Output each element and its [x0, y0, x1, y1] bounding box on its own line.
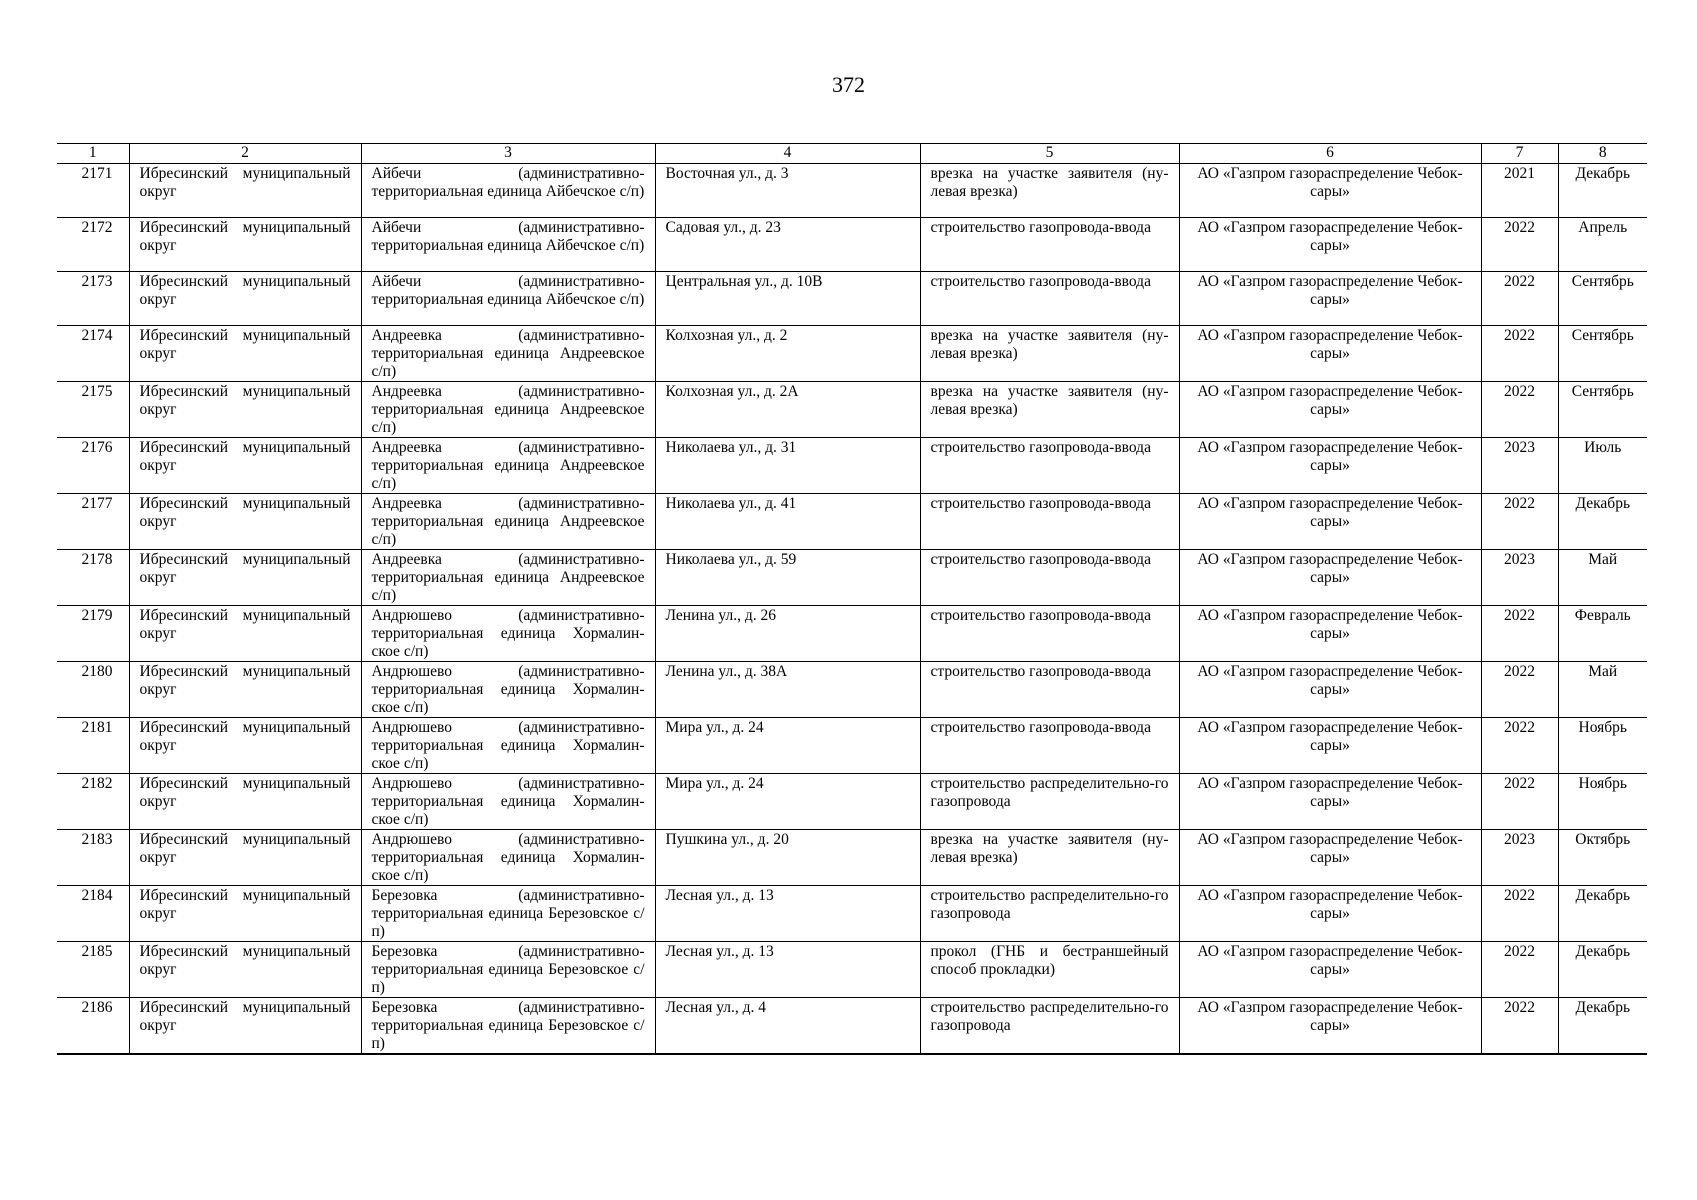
organization-cell: АО «Газпром газораспределение Чебок-сары»	[1179, 830, 1481, 886]
settlement-cell: Андрюшево (административно-территориальная единица Хормалин-ское с/п)	[361, 718, 655, 774]
month-cell: Ноябрь	[1558, 774, 1647, 830]
address-cell: Лесная ул., д. 13	[655, 886, 920, 942]
address-cell: Лесная ул., д. 13	[655, 942, 920, 998]
organization-cell: АО «Газпром газораспределение Чебок-сары»	[1179, 164, 1481, 218]
month-cell: Июль	[1558, 438, 1647, 494]
row-number: 2185	[57, 942, 129, 998]
table-row	[57, 998, 1647, 1055]
row-number: 2176	[57, 438, 129, 494]
month-cell: Сентябрь	[1558, 272, 1647, 326]
work-type-cell: строительство газопровода-ввода	[920, 218, 1179, 272]
month-cell: Декабрь	[1558, 998, 1647, 1055]
column-header: 7	[1481, 144, 1558, 164]
address-cell: Ленина ул., д. 38А	[655, 662, 920, 718]
year-cell: 2022	[1481, 942, 1558, 998]
year-cell: 2021	[1481, 164, 1558, 218]
column-number-row	[57, 144, 1647, 164]
address-cell: Колхозная ул., д. 2	[655, 326, 920, 382]
organization-cell: АО «Газпром газораспределение Чебок-сары»	[1179, 494, 1481, 550]
column-header: 4	[655, 144, 920, 164]
district-cell: Ибресинский муниципальный округ	[129, 382, 361, 438]
row-number: 2173	[57, 272, 129, 326]
district-cell: Ибресинский муниципальный округ	[129, 998, 361, 1055]
settlement-cell: Андреевка (административно-территориальная единица Андреевское с/п)	[361, 438, 655, 494]
settlement-cell: Березовка (административно-территориальная единица Березовское с/п)	[361, 998, 655, 1055]
district-cell: Ибресинский муниципальный округ	[129, 326, 361, 382]
table-row	[57, 830, 1647, 886]
address-cell: Мира ул., д. 24	[655, 718, 920, 774]
settlement-cell: Андреевка (административно-территориальная единица Андреевское с/п)	[361, 494, 655, 550]
address-cell: Николаева ул., д. 41	[655, 494, 920, 550]
table-row	[57, 438, 1647, 494]
district-cell: Ибресинский муниципальный округ	[129, 218, 361, 272]
year-cell: 2022	[1481, 494, 1558, 550]
row-number: 2178	[57, 550, 129, 606]
address-cell: Николаева ул., д. 59	[655, 550, 920, 606]
gasification-table	[57, 143, 1647, 1055]
settlement-cell: Айбечи (административно-территориальная единица Айбечское с/п)	[361, 218, 655, 272]
row-number: 2184	[57, 886, 129, 942]
table-row	[57, 662, 1647, 718]
work-type-cell: строительство газопровода-ввода	[920, 438, 1179, 494]
year-cell: 2023	[1481, 550, 1558, 606]
row-number: 2175	[57, 382, 129, 438]
settlement-cell: Андрюшево (административно-территориальная единица Хормалин-ское с/п)	[361, 662, 655, 718]
month-cell: Декабрь	[1558, 164, 1647, 218]
district-cell: Ибресинский муниципальный округ	[129, 272, 361, 326]
organization-cell: АО «Газпром газораспределение Чебок-сары»	[1179, 606, 1481, 662]
table-row	[57, 606, 1647, 662]
row-number: 2182	[57, 774, 129, 830]
work-type-cell: строительство газопровода-ввода	[920, 718, 1179, 774]
table-row	[57, 942, 1647, 998]
organization-cell: АО «Газпром газораспределение Чебок-сары»	[1179, 272, 1481, 326]
month-cell: Сентябрь	[1558, 326, 1647, 382]
table-row	[57, 718, 1647, 774]
row-number: 2179	[57, 606, 129, 662]
page-number: 372	[832, 72, 865, 97]
work-type-cell: строительство газопровода-ввода	[920, 494, 1179, 550]
settlement-cell: Андреевка (административно-территориальная единица Андреевское с/п)	[361, 382, 655, 438]
column-header: 8	[1558, 144, 1647, 164]
table-row	[57, 326, 1647, 382]
year-cell: 2022	[1481, 998, 1558, 1055]
month-cell: Февраль	[1558, 606, 1647, 662]
district-cell: Ибресинский муниципальный округ	[129, 550, 361, 606]
year-cell: 2022	[1481, 886, 1558, 942]
row-number: 2180	[57, 662, 129, 718]
column-header: 3	[361, 144, 655, 164]
column-header: 1	[57, 144, 129, 164]
settlement-cell: Андрюшево (административно-территориальная единица Хормалин-ское с/п)	[361, 774, 655, 830]
year-cell: 2022	[1481, 774, 1558, 830]
table-row	[57, 382, 1647, 438]
organization-cell: АО «Газпром газораспределение Чебок-сары»	[1179, 998, 1481, 1055]
work-type-cell: врезка на участке заявителя (ну-левая врезка)	[920, 164, 1179, 218]
settlement-cell: Березовка (административно-территориальная единица Березовское с/п)	[361, 886, 655, 942]
district-cell: Ибресинский муниципальный округ	[129, 662, 361, 718]
organization-cell: АО «Газпром газораспределение Чебок-сары»	[1179, 550, 1481, 606]
row-number: 2186	[57, 998, 129, 1055]
district-cell: Ибресинский муниципальный округ	[129, 164, 361, 218]
table-row	[57, 774, 1647, 830]
table-row	[57, 886, 1647, 942]
settlement-cell: Березовка (административно-территориальная единица Березовское с/п)	[361, 942, 655, 998]
address-cell: Лесная ул., д. 4	[655, 998, 920, 1055]
table-body	[57, 164, 1647, 1055]
month-cell: Декабрь	[1558, 494, 1647, 550]
column-header: 2	[129, 144, 361, 164]
year-cell: 2022	[1481, 218, 1558, 272]
work-type-cell: строительство распределительно-го газопровода	[920, 886, 1179, 942]
table-row	[57, 550, 1647, 606]
organization-cell: АО «Газпром газораспределение Чебок-сары»	[1179, 218, 1481, 272]
row-number: 2171	[57, 164, 129, 218]
table-row	[57, 272, 1647, 326]
table-row	[57, 218, 1647, 272]
address-cell: Центральная ул., д. 10В	[655, 272, 920, 326]
district-cell: Ибресинский муниципальный округ	[129, 606, 361, 662]
table-row	[57, 164, 1647, 218]
district-cell: Ибресинский муниципальный округ	[129, 718, 361, 774]
address-cell: Восточная ул., д. 3	[655, 164, 920, 218]
district-cell: Ибресинский муниципальный округ	[129, 494, 361, 550]
month-cell: Декабрь	[1558, 942, 1647, 998]
month-cell: Декабрь	[1558, 886, 1647, 942]
work-type-cell: строительство распределительно-го газопровода	[920, 998, 1179, 1055]
year-cell: 2022	[1481, 326, 1558, 382]
district-cell: Ибресинский муниципальный округ	[129, 774, 361, 830]
work-type-cell: врезка на участке заявителя (ну-левая врезка)	[920, 830, 1179, 886]
work-type-cell: прокол (ГНБ и бестраншейный способ прокладки)	[920, 942, 1179, 998]
organization-cell: АО «Газпром газораспределение Чебок-сары»	[1179, 382, 1481, 438]
year-cell: 2023	[1481, 830, 1558, 886]
district-cell: Ибресинский муниципальный округ	[129, 886, 361, 942]
organization-cell: АО «Газпром газораспределение Чебок-сары»	[1179, 326, 1481, 382]
address-cell: Садовая ул., д. 23	[655, 218, 920, 272]
organization-cell: АО «Газпром газораспределение Чебок-сары»	[1179, 662, 1481, 718]
work-type-cell: строительство газопровода-ввода	[920, 272, 1179, 326]
settlement-cell: Айбечи (административно-территориальная единица Айбечское с/п)	[361, 272, 655, 326]
year-cell: 2022	[1481, 718, 1558, 774]
settlement-cell: Андрюшево (административно-территориальная единица Хормалин-ское с/п)	[361, 830, 655, 886]
district-cell: Ибресинский муниципальный округ	[129, 438, 361, 494]
month-cell: Май	[1558, 662, 1647, 718]
organization-cell: АО «Газпром газораспределение Чебок-сары»	[1179, 774, 1481, 830]
year-cell: 2022	[1481, 662, 1558, 718]
organization-cell: АО «Газпром газораспределение Чебок-сары»	[1179, 886, 1481, 942]
work-type-cell: строительство газопровода-ввода	[920, 606, 1179, 662]
year-cell: 2022	[1481, 606, 1558, 662]
column-header: 6	[1179, 144, 1481, 164]
row-number: 2181	[57, 718, 129, 774]
month-cell: Ноябрь	[1558, 718, 1647, 774]
address-cell: Мира ул., д. 24	[655, 774, 920, 830]
work-type-cell: строительство газопровода-ввода	[920, 550, 1179, 606]
address-cell: Николаева ул., д. 31	[655, 438, 920, 494]
year-cell: 2022	[1481, 382, 1558, 438]
settlement-cell: Айбечи (административно-территориальная единица Айбечское с/п)	[361, 164, 655, 218]
year-cell: 2023	[1481, 438, 1558, 494]
row-number: 2177	[57, 494, 129, 550]
month-cell: Октябрь	[1558, 830, 1647, 886]
row-number: 2183	[57, 830, 129, 886]
organization-cell: АО «Газпром газораспределение Чебок-сары»	[1179, 718, 1481, 774]
work-type-cell: строительство газопровода-ввода	[920, 662, 1179, 718]
settlement-cell: Андрюшево (административно-территориальная единица Хормалин-ское с/п)	[361, 606, 655, 662]
district-cell: Ибресинский муниципальный округ	[129, 830, 361, 886]
table-row	[57, 494, 1647, 550]
work-type-cell: врезка на участке заявителя (ну-левая врезка)	[920, 382, 1179, 438]
address-cell: Ленина ул., д. 26	[655, 606, 920, 662]
column-header: 5	[920, 144, 1179, 164]
year-cell: 2022	[1481, 272, 1558, 326]
work-type-cell: врезка на участке заявителя (ну-левая врезка)	[920, 326, 1179, 382]
month-cell: Сентябрь	[1558, 382, 1647, 438]
work-type-cell: строительство распределительно-го газопровода	[920, 774, 1179, 830]
month-cell: Апрель	[1558, 218, 1647, 272]
month-cell: Май	[1558, 550, 1647, 606]
organization-cell: АО «Газпром газораспределение Чебок-сары»	[1179, 438, 1481, 494]
address-cell: Пушкина ул., д. 20	[655, 830, 920, 886]
row-number: 2174	[57, 326, 129, 382]
district-cell: Ибресинский муниципальный округ	[129, 942, 361, 998]
settlement-cell: Андреевка (административно-территориальная единица Андреевское с/п)	[361, 326, 655, 382]
row-number: 2172	[57, 218, 129, 272]
settlement-cell: Андреевка (административно-территориальная единица Андреевское с/п)	[361, 550, 655, 606]
address-cell: Колхозная ул., д. 2А	[655, 382, 920, 438]
organization-cell: АО «Газпром газораспределение Чебок-сары»	[1179, 942, 1481, 998]
